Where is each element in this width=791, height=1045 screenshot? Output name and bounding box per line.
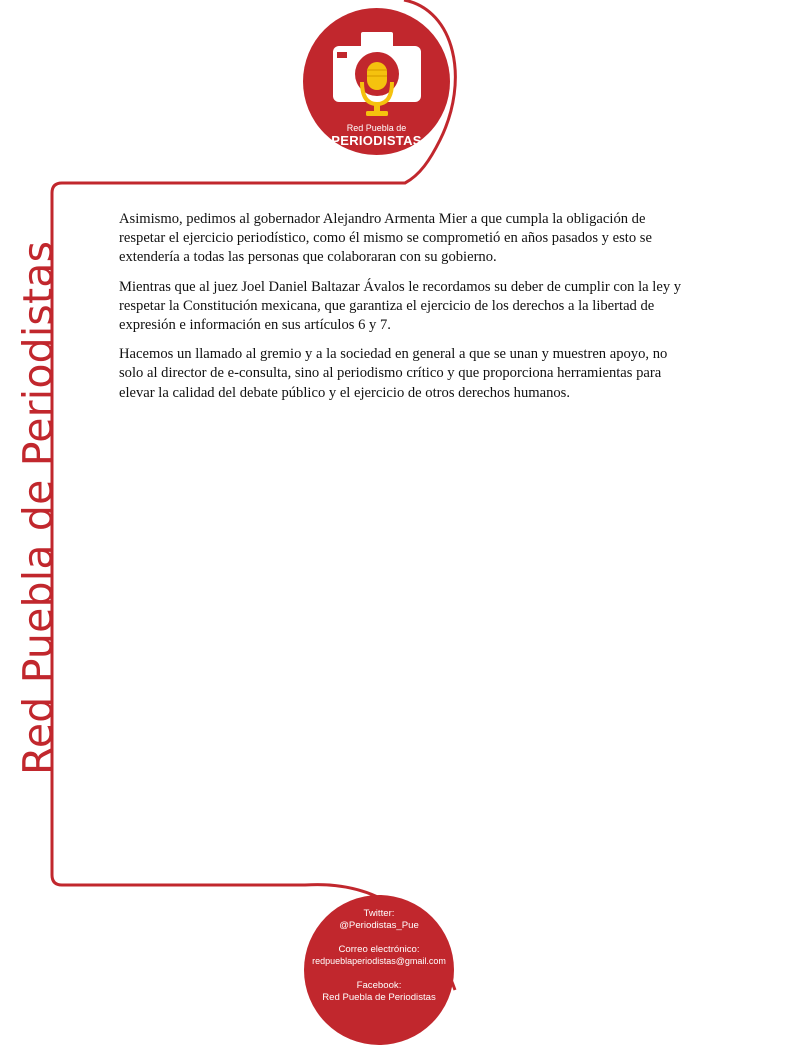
- paragraph: Asimismo, pedimos al gobernador Alejandro Armenta Mier a que cumpla la obligación de respetar el ejercicio periodístico, como él mismo se comprometió en años pasados y esto se extendería a todas las personas que colaboraran con su gobierno.: [119, 211, 652, 266]
- email-label: Correo electrónico:: [338, 944, 420, 955]
- email-address: redpueblaperiodistas@gmail.com: [312, 956, 446, 966]
- logo-text-line1: Red Puebla de: [346, 123, 407, 133]
- paragraph: Mientras que al juez Joel Daniel Baltazar Ávalos le recordamos su deber de cumplir con la ley y respetar la Constitución mexicana, que garantiza el ejercicio de los derechos a la libertad de expresión e información en sus artículos 6 y 7.: [119, 278, 682, 334]
- facebook-label: Facebook:: [356, 980, 402, 991]
- paragraph: Hacemos un llamado al gremio y a la sociedad en general a que se unan y muestren apoyo, no solo al director de e-consulta, sino al periodismo crítico y que proporciona herramientas para elevar la calidad del debate público y el ejercicio de otros derechos humanos.: [119, 346, 668, 401]
- logo-text-line2: PERIODISTAS: [331, 133, 422, 148]
- facebook-name: Red Puebla de Periodistas: [322, 992, 436, 1003]
- side-title: Red Puebla de Periodistas: [14, 240, 62, 775]
- twitter-label: Twitter:: [363, 908, 395, 919]
- letter-body: [119, 210, 695, 413]
- twitter-handle: @Periodistas_Pue: [339, 920, 419, 931]
